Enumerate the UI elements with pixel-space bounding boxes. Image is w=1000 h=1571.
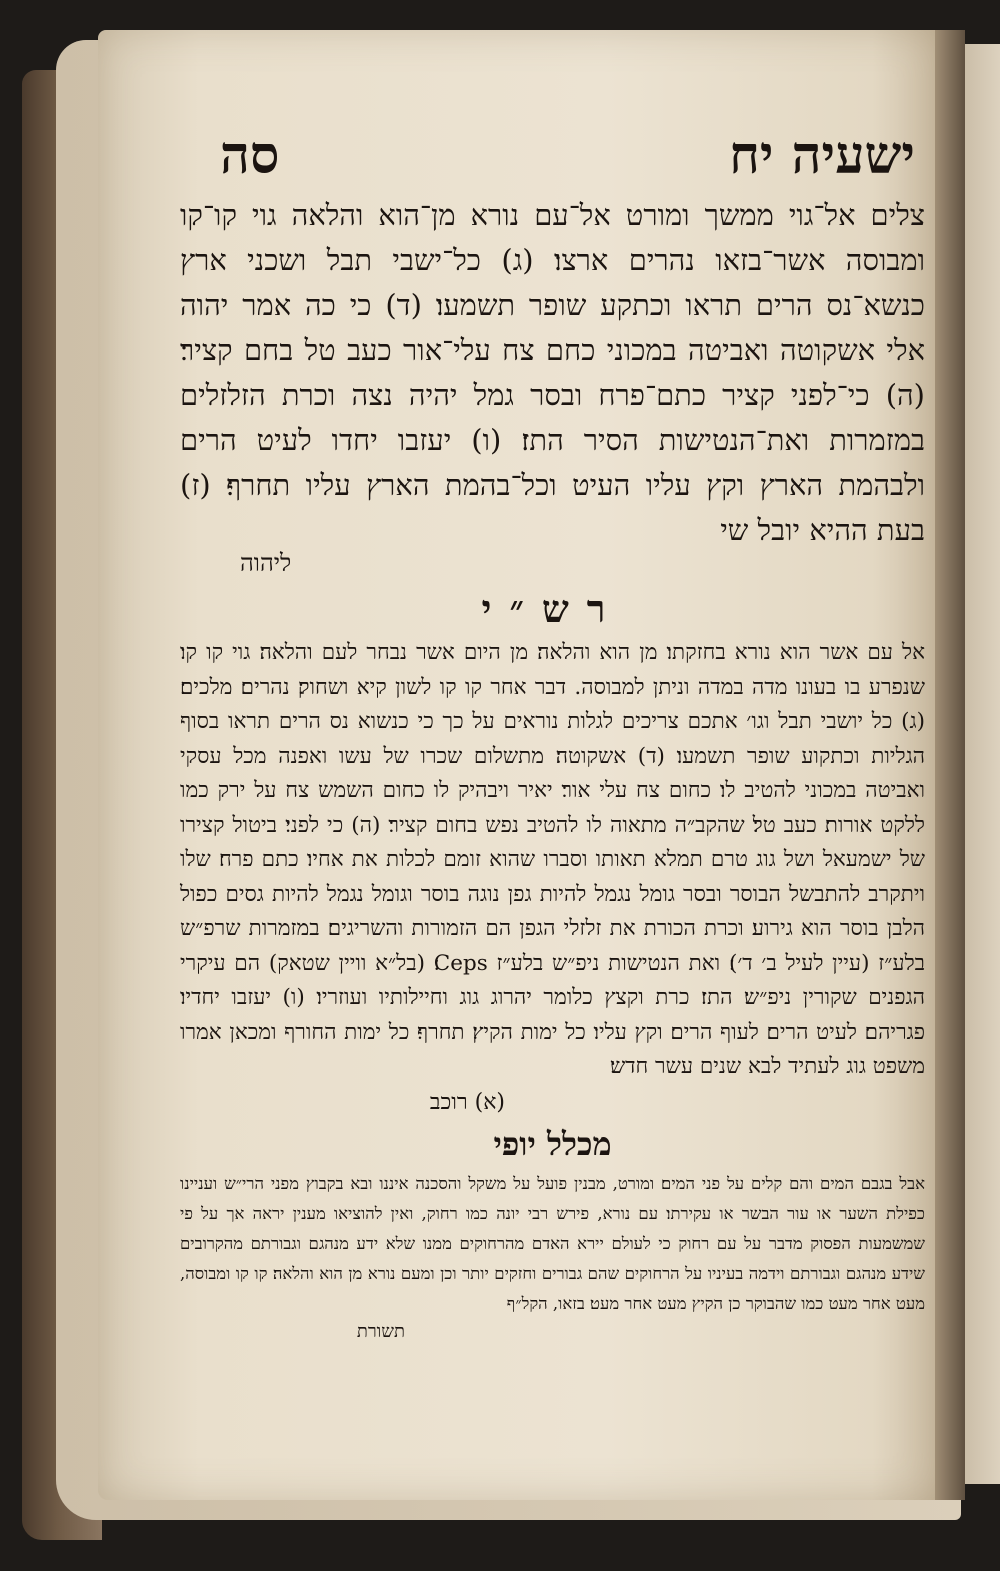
running-header (180, 125, 925, 189)
page-text (180, 125, 925, 1375)
rashi-heading: רש״י (481, 586, 624, 631)
spine-shadow (935, 30, 965, 1500)
mikhlal-yofi-heading: מכלל יופי (493, 1124, 612, 1163)
mikhlal-yofi-commentary: אבל בגבם המים והם קלים על פני המים׃ ומורט, מבנין פועל על משקל והסכנה איננו ובא בקבוץ מפני הרי״ש ועניינו כפילת השער או עור הבשר או עקירתו׃ עם נורא, פירש רבי יונה כמו רחוק, ואין להוציאו מענין יראה אך על פי שמשמעות הפסוק מדבר על עם רחוק כי לעולם יירא האדם מהרחוקים ממנו שלא ידע מנהגם וגבורתם מהקרובים שידע מנהגם וגבורתם וידמה בעיניו על הרחוקים שהם גבורים וחזקים יותר וכן ומעם נורא מן הוא והלאה׃ קו קו ומבוסה, מעט אחר מעט כמו שהבוקר כן הקיץ מעט אחר מעט׃ בזאו, הקל״ף (180, 1173, 925, 1313)
verse-catchword: ליהוה (240, 549, 292, 577)
rashi-commentary: אל עם אשר הוא נורא בחזקתו׃ מן הוא והלאה׃ מן היום אשר נבחר לעם והלאה׃ גוי קו קו׃ שנפרע בו בעונו מדה במדה וניתן למבוסה. דבר אחר קו קו לשון קיא ושחוק׃ נהרים׃ מלכים׃ (ג) כל יושבי תבל וגו׳ אתכם צריכים לגלות נוראים על כך כי כנשוא נס הרים תראו בסוף הגליות וכתקוע שופר תשמעו׃ (ד) אשקוטה׃ מתשלום שכרו של עשו ואפנה מכל עסקי ואביטה במכוני להטיב לו׃ כחום צח עלי אור׃ יאיר ויבהיק לו כחום השמש צח על ירק כמו ללקט אורות׃ כעב טל׃ שהקב״ה מתאוה לו להטיב נפש בחום קציר׃ (ה) כי לפני׃ ביטול קצירו של ישמעאל ושל גוג טרם תמלא תאותו וסברו שהוא זומם לכלות את אחיו׃ כתם פרח׃ שלו ויתקרב להתבשל הבוסר ובסר גומל נגמל להיות גפן נוגה בוסר וגומל נגמל להיות גסים כפול הלבן בוסר הוא גירוע׃ וכרת הכורת את זלזלי הגפן הם הזמורות והשריגים׃ במזמרות שרפ״ש בלע״ז (עיין לעיל ב׳ ד׳)׃ ואת הנטישות ניפ״ש בלע״ז Ceps׃ (בל״א וויין שטאק) הם עיקרי הגפנים שקורין ניפ״ש׃ התז׃ כרת וקצץ כלומר יהרוג גוג וחיילותיו ועוזריו׃ (ו) יעזבו יחדיו׃ פגריהם׃ לעיט הרים׃ לעוף הרים׃ וקץ עליו׃ כל ימות הקיץ׃ תחרף׃ כל ימות החורף ומכאן אמרו משפט גוג לעתיד לבא שנים עשר חדש׃ (180, 640, 925, 1079)
facing-page-edge (962, 44, 1000, 1484)
header-title: ישעיה יח (729, 125, 915, 186)
rashi-signature: (א) רוכב (429, 1089, 505, 1115)
biblical-text: צלים אל־גוי ממשך ומורט אל־עם נורא מן־הוא והלאה גוי קו־קו ומבוסה אשר־בזאו נהרים ארצו׃ (ג) כל־ישבי תבל ושכני ארץ כנשא־נס הרים תראו וכתקע שופר תשמעו׃ (ד) כי כה אמר יהוה אלי אשקוטה ואביטה במכוני כחם צח עלי־אור כעב טל בחם קציר׃ (ה) כי־לפני קציר כתם־פרח ובסר גמל יהיה נצה וכרת הזלזלים במזמרות ואת־הנטישות הסיר התז׃ (ו) יעזבו יחדו לעיט הרים ולבהמת הארץ וקץ עליו העיט וכל־בהמת הארץ עליו תחרף׃ (ז) בעת ההיא יובל שי (180, 198, 925, 547)
catchword: תשורת (356, 1320, 405, 1342)
page-number: סה (220, 125, 280, 186)
